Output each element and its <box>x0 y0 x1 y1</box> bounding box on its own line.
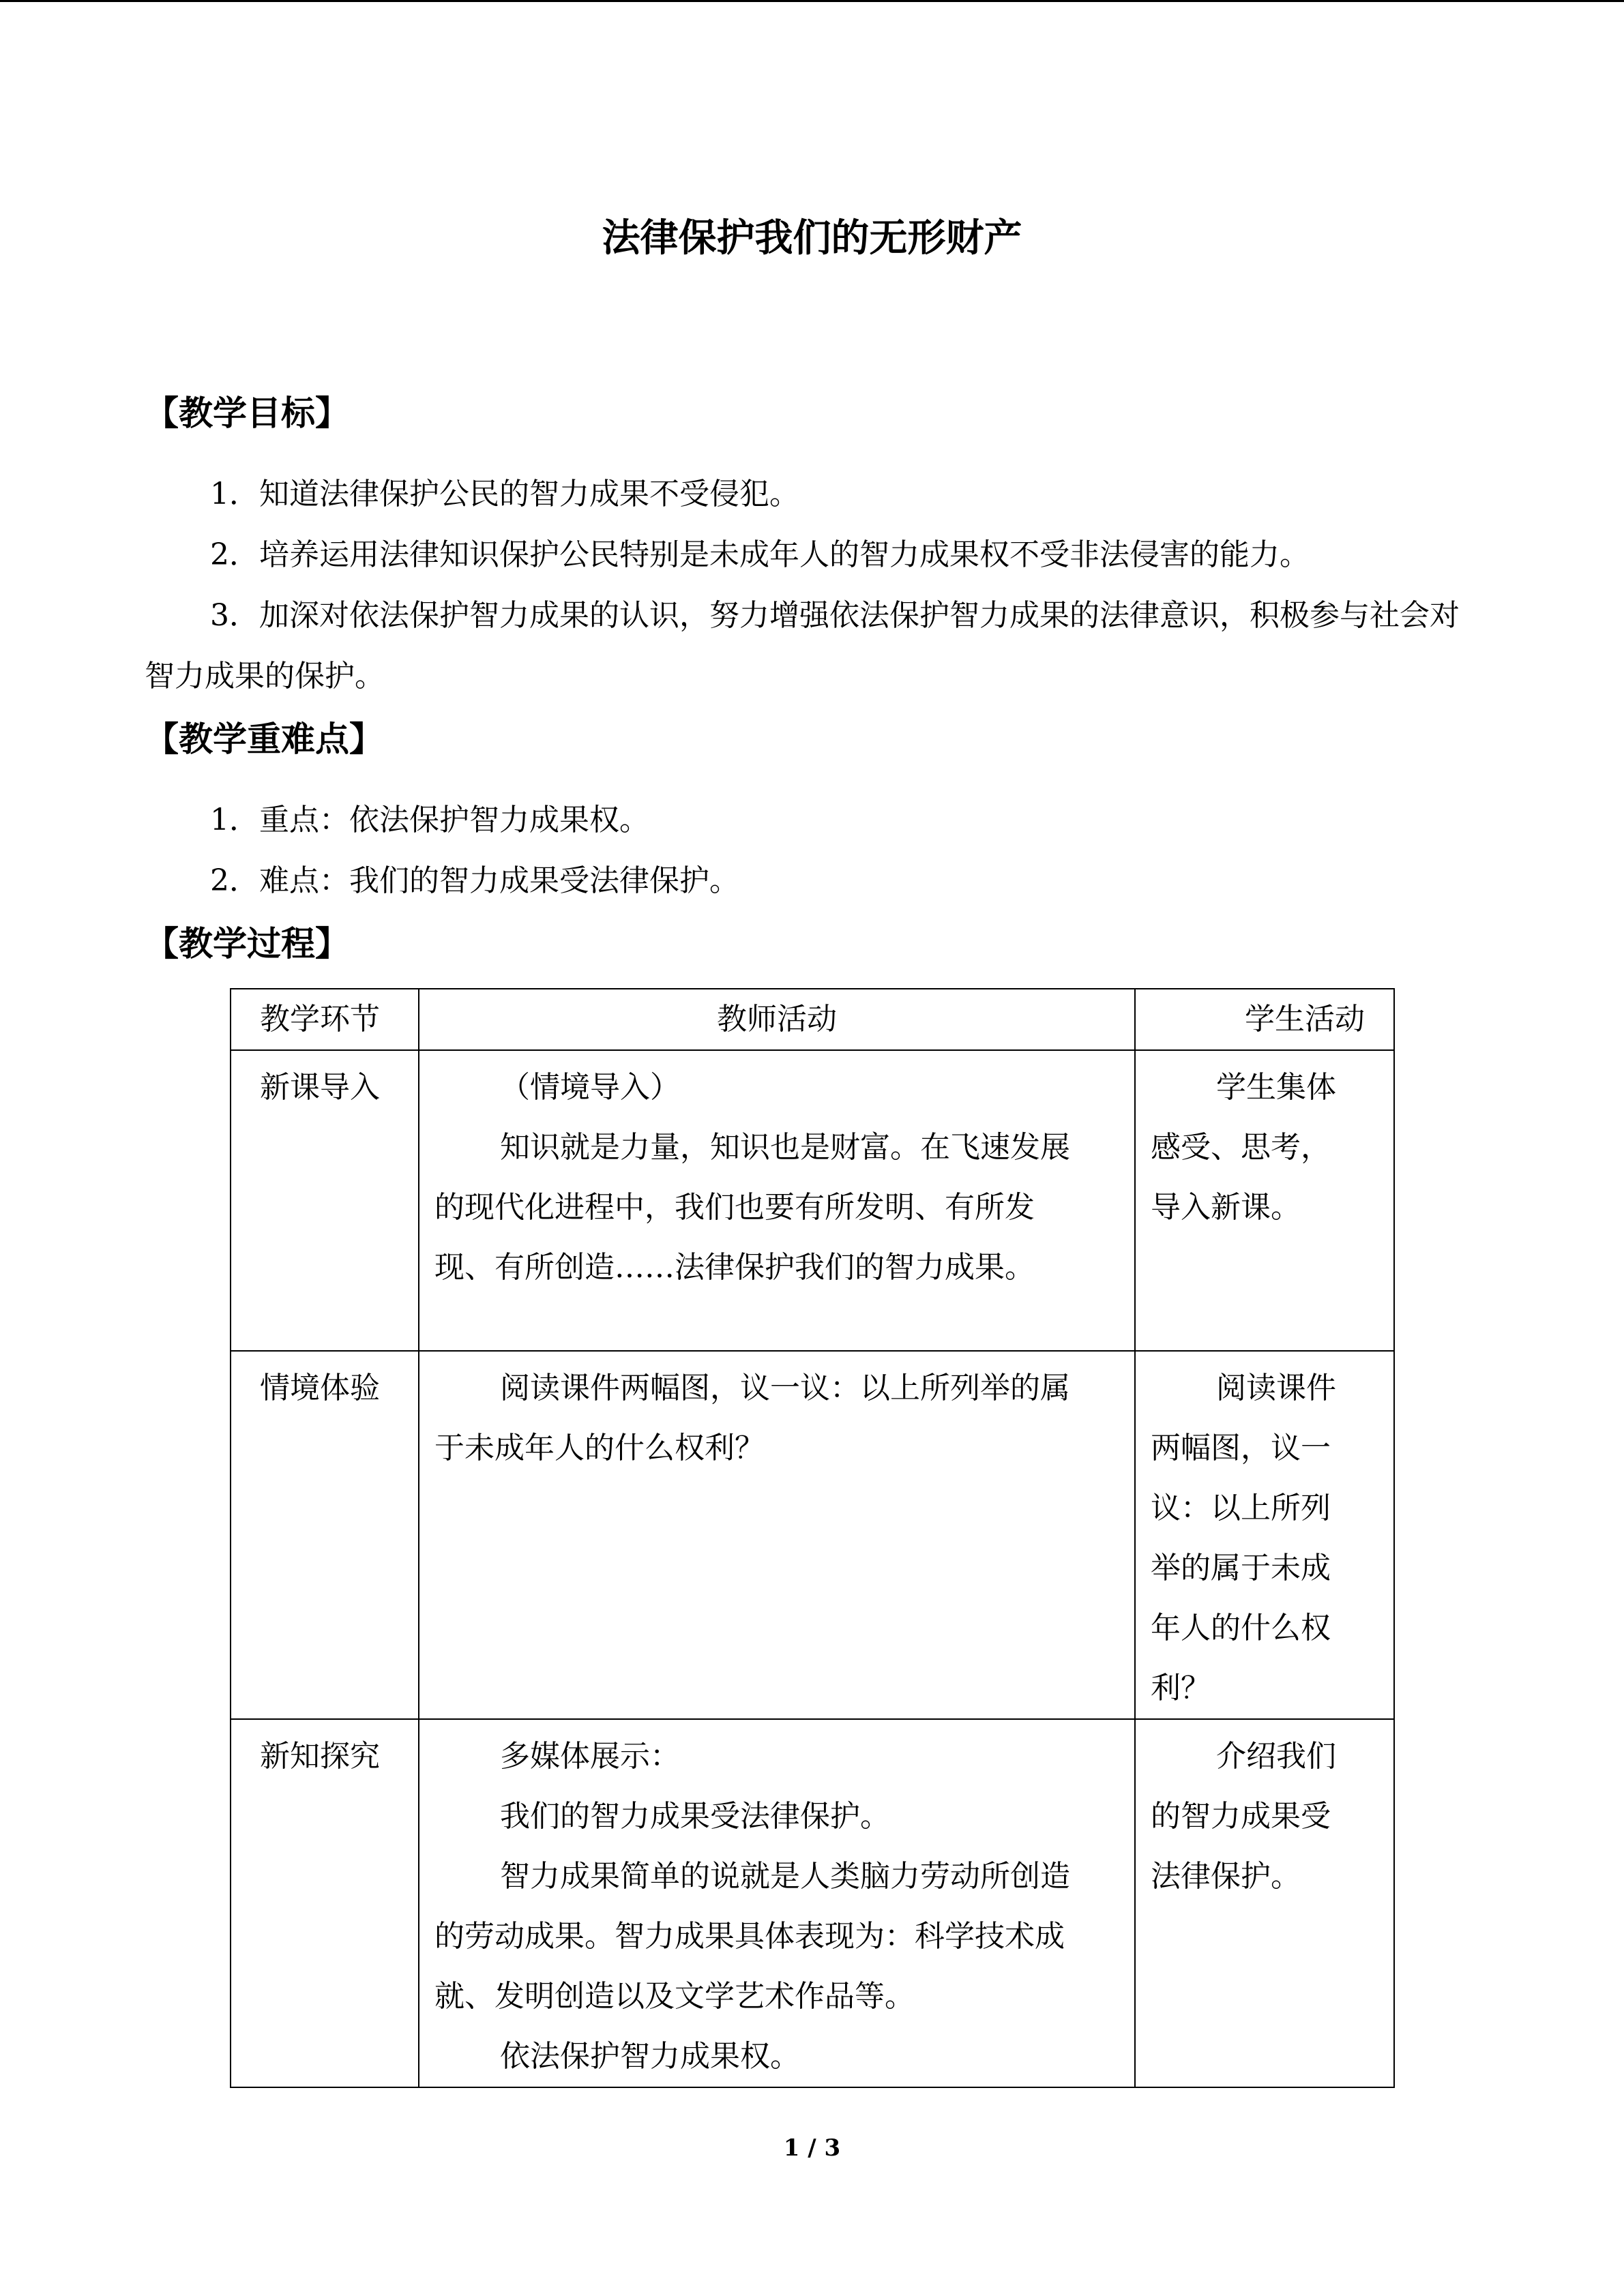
table-row <box>231 1351 1394 1719</box>
teacher-activity-line: 知识就是力量，知识也是财富。在飞速发展的现代化进程中，我们也要有所发明、有所发现、有所创造……法律保护我们的智力成果。 <box>434 1130 1070 1285</box>
student-activity-cell <box>1135 1351 1394 1719</box>
objectives-heading: 【教学目标】 <box>145 393 349 433</box>
teacher-activity-cell <box>419 1050 1135 1351</box>
key-point-item: 2．难点：我们的智力成果受法律保护。 <box>210 863 739 898</box>
key-point-item: 1．重点：依法保护智力成果权。 <box>210 803 649 837</box>
teacher-activity-cell <box>419 1351 1135 1719</box>
student-activity-text: 阅读课件两幅图，议一议：以上所列举的属于未成年人的什么权利？ <box>1151 1371 1336 1705</box>
objective-item: 1．知道法律保护公民的智力成果不受侵犯。 <box>210 477 799 511</box>
page-number: 1 / 3 <box>783 2134 841 2162</box>
process-heading: 【教学过程】 <box>145 924 349 964</box>
student-activity-cell <box>1135 1719 1394 2087</box>
key-points-heading: 【教学重难点】 <box>145 719 383 759</box>
table-header-row <box>231 989 1394 1050</box>
teacher-activity-line: 我们的智力成果受法律保护。 <box>500 1799 890 1834</box>
table-row <box>231 1719 1394 2087</box>
objective-item: 2．培养运用法律知识保护公民特别是未成年人的智力成果权不受非法侵害的能力。 <box>210 537 1310 572</box>
objective-item: 3．加深对依法保护智力成果的认识，努力增强依法保护智力成果的法律意识，积极参与社会对智力成果的保护。 <box>145 598 1460 694</box>
document-title: 法律保护我们的无形财产 <box>602 216 1022 260</box>
process-table <box>230 988 1395 2088</box>
teacher-activity-line: 依法保护智力成果权。 <box>500 2039 800 2074</box>
teacher-activity-cell <box>419 1719 1135 2087</box>
student-activity-text: 学生集体感受、思考，导入新课。 <box>1151 1070 1336 1225</box>
teacher-activity-line: 阅读课件两幅图，议一议：以上所列举的属于未成年人的什么权利？ <box>434 1371 1070 1465</box>
student-activity-text: 介绍我们的智力成果受法律保护。 <box>1151 1739 1336 1894</box>
top-border-line <box>0 0 1624 2</box>
teacher-activity-line: （情境导入） <box>500 1070 680 1105</box>
teacher-activity-line: 智力成果简单的说就是人类脑力劳动所创造的劳动成果。智力成果具体表现为：科学技术成就、发明创造以及文学艺术作品等。 <box>434 1859 1070 2014</box>
stage-cell: 新课导入 <box>231 1050 419 1351</box>
column-header-stage: 教学环节 <box>231 989 419 1050</box>
stage-cell: 新知探究 <box>231 1719 419 2087</box>
column-header-student: 学生活动 <box>1135 989 1394 1050</box>
student-activity-cell <box>1135 1050 1394 1351</box>
stage-cell: 情境体验 <box>231 1351 419 1719</box>
column-header-teacher: 教师活动 <box>419 989 1135 1050</box>
table-row <box>231 1050 1394 1351</box>
teacher-activity-line: 多媒体展示： <box>500 1739 680 1774</box>
